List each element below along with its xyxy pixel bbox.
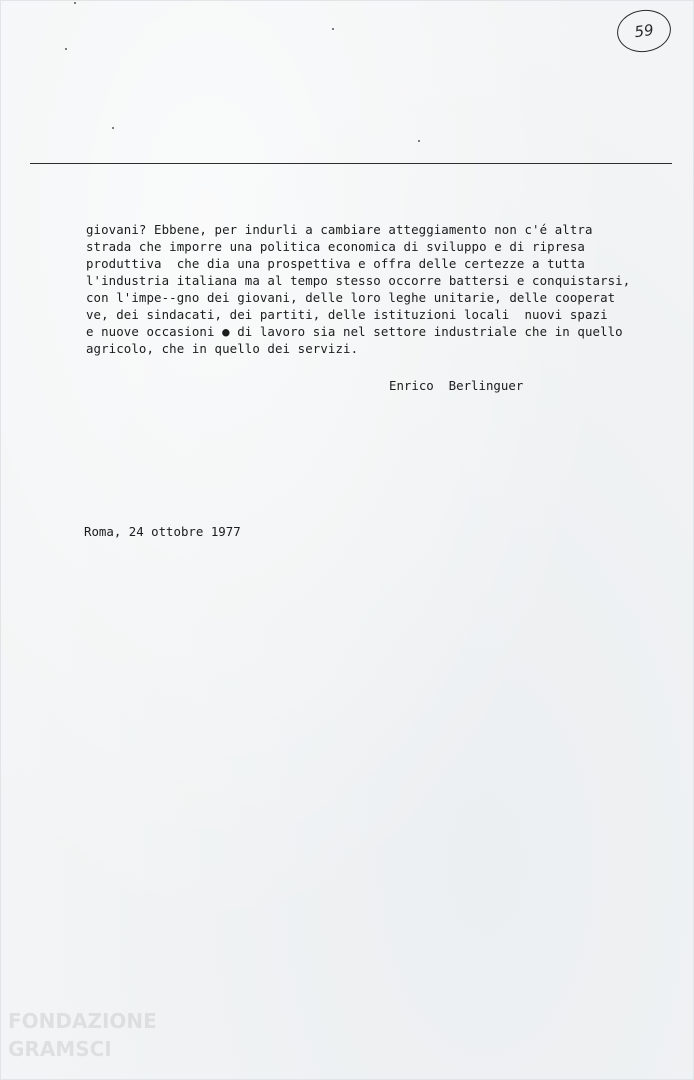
dateline: Roma, 24 ottobre 1977 xyxy=(84,524,241,539)
horizontal-rule xyxy=(30,163,672,164)
speck xyxy=(74,2,76,4)
speck xyxy=(418,140,420,142)
svg-text:GRAMSCI: GRAMSCI xyxy=(8,1037,112,1061)
letter-body xyxy=(86,221,686,357)
archive-watermark-logo xyxy=(4,1000,174,1070)
page-number-stamp xyxy=(614,6,673,55)
body-line: e nuove occasioni ● di lavoro sia nel settore industriale che in quello xyxy=(86,324,623,339)
svg-text:FONDAZIONE: FONDAZIONE xyxy=(8,1009,157,1033)
signature: Enrico Berlinguer xyxy=(389,378,524,393)
body-line: l'industria italiana ma al tempo stesso occorre battersi e conquistarsi, xyxy=(86,273,631,288)
body-line: strada che imporre una politica economica di sviluppo e di ripresa xyxy=(86,239,585,254)
body-line: con l'impe--gno dei giovani, delle loro leghe unitarie, delle cooperat xyxy=(86,290,616,305)
speck xyxy=(65,48,67,50)
body-line: ve, dei sindacati, dei partiti, delle istituzioni locali nuovi spazi xyxy=(86,307,608,322)
body-line: giovani? Ebbene, per indurli a cambiare atteggiamento non c'é altra xyxy=(86,222,593,237)
body-line: produttiva che dia una prospettiva e offra delle certezze a tutta xyxy=(86,256,585,271)
speck xyxy=(332,28,334,30)
speck xyxy=(112,127,114,129)
page-number: 59 xyxy=(633,20,655,42)
body-line: agricolo, che in quello dei servizi. xyxy=(86,341,359,356)
